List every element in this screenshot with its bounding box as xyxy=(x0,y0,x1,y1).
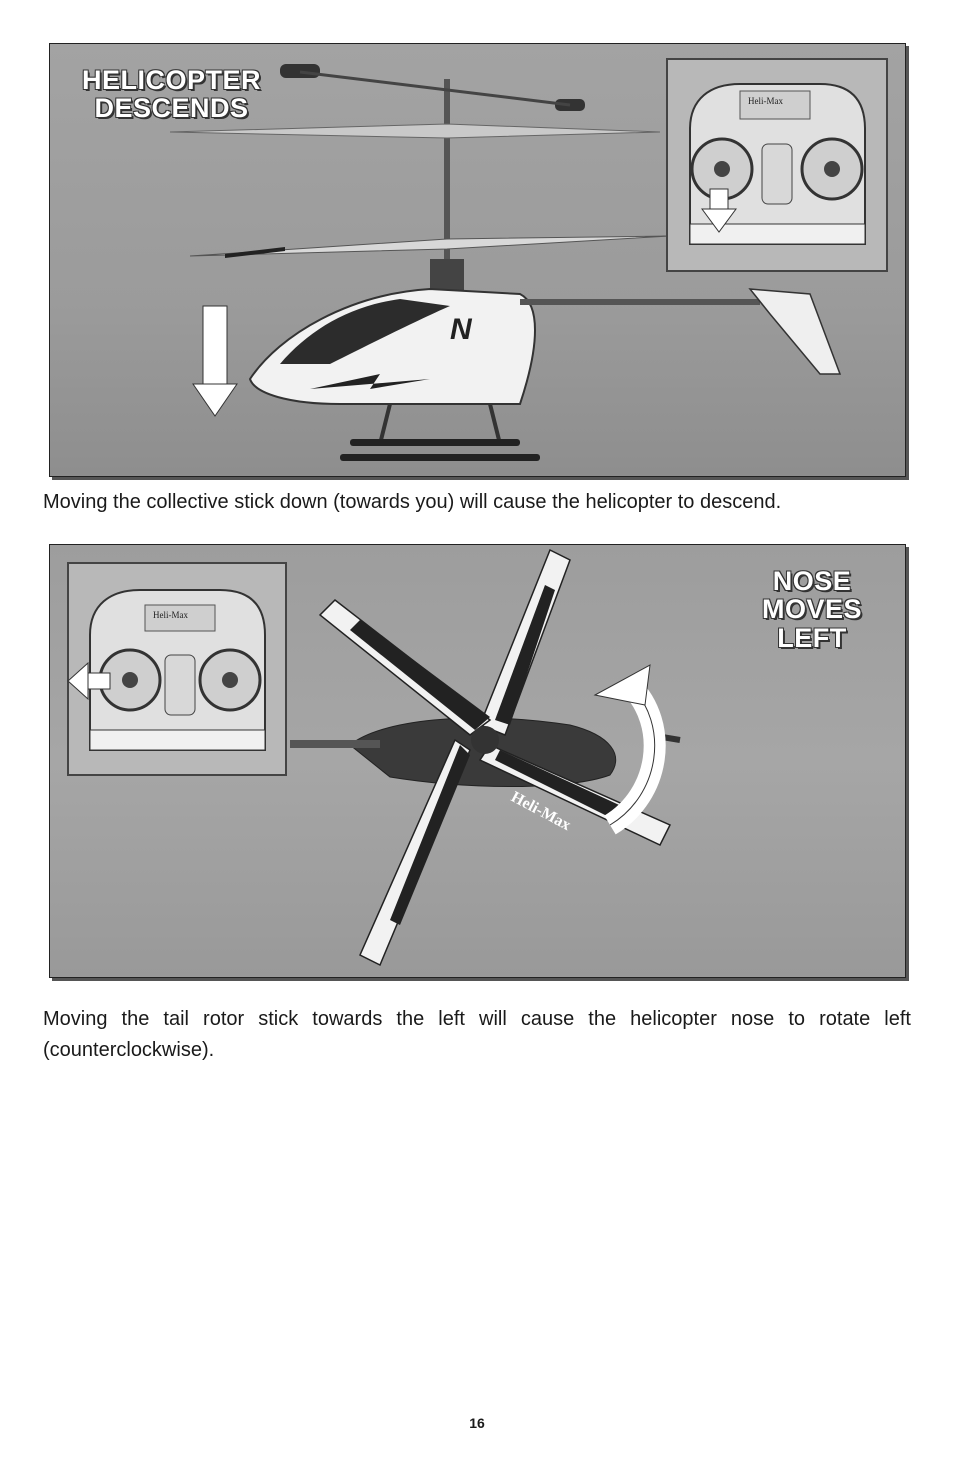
transmitter-brand-label: Heli-Max xyxy=(748,96,783,106)
transmitter-inset xyxy=(68,563,286,775)
down-arrow-icon xyxy=(193,306,237,416)
page-number: 16 xyxy=(469,1415,485,1431)
rotor-brand-label: Heli-Max xyxy=(508,788,574,834)
caption-tail-rotor-left: Moving the tail rotor stick towards the left will cause the helicopter nose to rotate left (counterclockwise). xyxy=(43,1008,911,1061)
overlay-label-nose-moves-left xyxy=(762,567,862,652)
caption-collective-descend: Moving the collective stick down (towards you) will cause the helicopter to descend. xyxy=(43,491,782,513)
rotor-brand-n: N xyxy=(450,313,472,346)
overlay-label-line: HELICOPTER xyxy=(82,65,262,95)
overlay-label-helicopter-descends xyxy=(82,66,261,123)
transmitter-inset xyxy=(667,59,887,271)
photo-nose-moves-left xyxy=(49,544,906,978)
photo-helicopter-descends xyxy=(49,43,906,477)
overlay-label-line: DESCENDS xyxy=(94,93,249,124)
overlay-label-line: MOVES xyxy=(762,594,863,625)
overlay-label-line: NOSE xyxy=(772,566,852,596)
overlay-label-line: LEFT xyxy=(777,622,847,653)
transmitter-brand-label: Heli-Max xyxy=(153,610,188,620)
